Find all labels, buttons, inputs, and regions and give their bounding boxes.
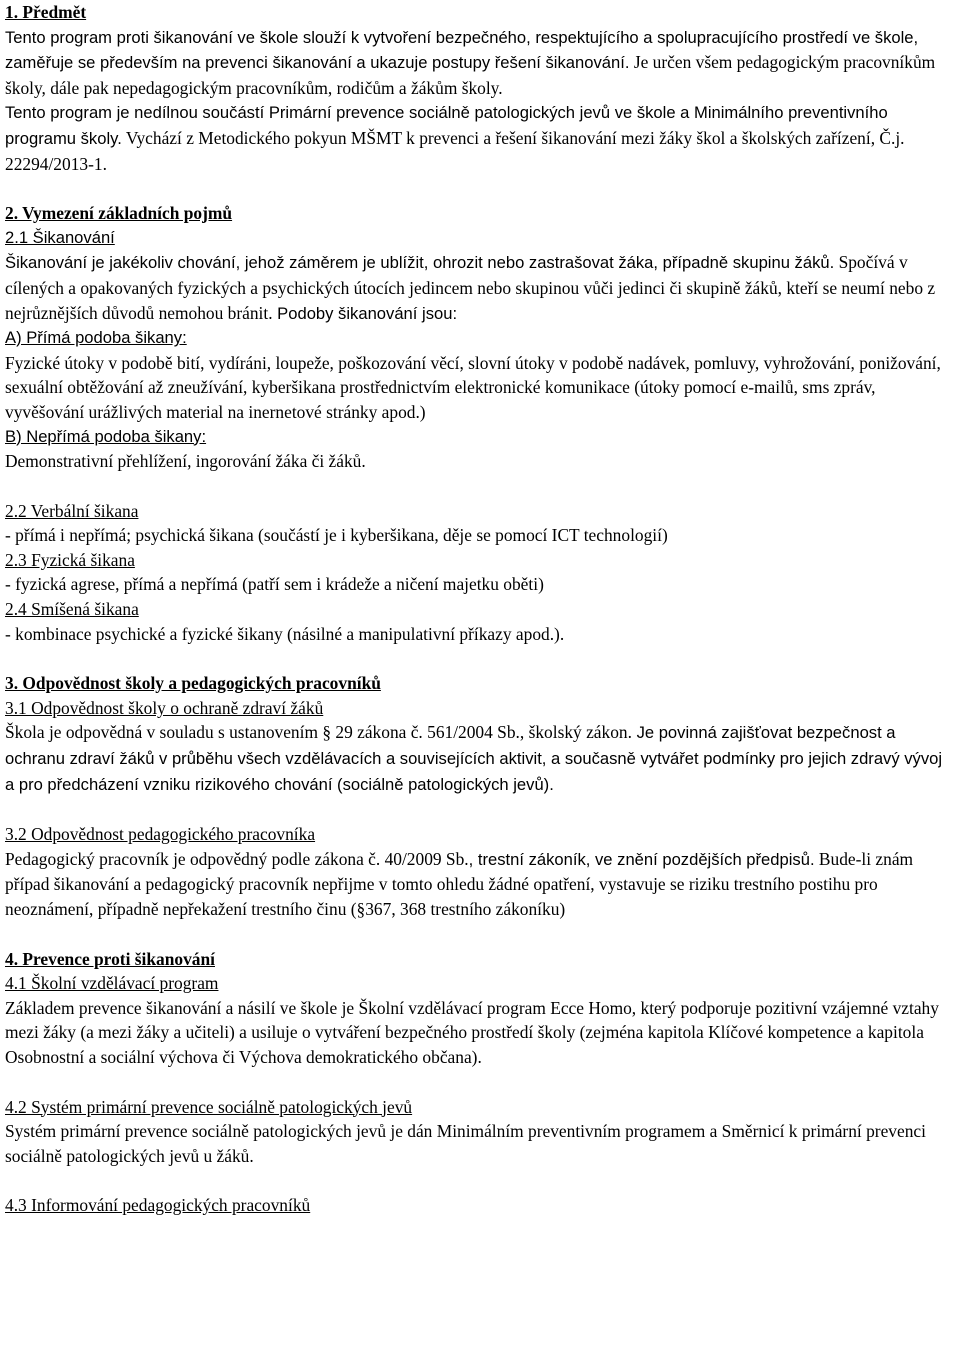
section-1-paragraph-1: Tento program proti šikanování ve škole slouží k vytvoření bezpečného, respektujícího a spolupracujícího prostředí ve škole, zaměřuje se především na prevenci šikanování a ukazuje postupy řešení šikanování. Je určen všem pedagogickým pracovníkům školy, dále pak nepedagogickým pracovníkům, rodičům a žákům školy. <box>5 27 936 98</box>
section-1-heading: 1. Předmět <box>5 2 87 22</box>
subsection-4-3-title: 4.3 Informování pedagogických pracovníků <box>5 1195 311 1216</box>
section-4-heading: 4. Prevence proti šikanování <box>5 948 215 969</box>
subsection-3-1-paragraph: Škola je odpovědná v souladu s ustanovením § 29 zákona č. 561/2004 Sb., školský zákon. Je povinná zajišťovat bezpečnost a ochranu zdraví žáků v průběhu všech vzdělávacích a souvisejících aktivit, a současně vytvářet podmínky pro jejich zdravý vývoj a pro předcházení vzniku rizikového chování (sociálně patologických jevů). <box>5 722 943 794</box>
subsection-4-2-title: 4.2 Systém primární prevence sociálně patologických jevů <box>5 1096 413 1117</box>
subsection-2-2-text: - přímá i nepřímá; psychická šikana (součástí je i kyberšikana, děje se pomocí ICT technologií) <box>5 525 668 546</box>
subsection-2-2-title: 2.2 Verbální šikana <box>5 500 139 521</box>
subsection-4-2-paragraph: Systém primární prevence sociálně patologických jevů je dán Minimálním preventivním programem a Směrnicí k primární prevenci sociálně patologických jevů u žáků. <box>5 1121 926 1166</box>
subsection-2-3-title: 2.3 Fyzická šikana <box>5 549 135 570</box>
subsection-3-2-title: 3.2 Odpovědnost pedagogického pracovníka <box>5 824 316 845</box>
subsection-2-1-title: 2.1 Šikanování <box>5 227 115 247</box>
subsection-3-1-title: 3.1 Odpovědnost školy o ochraně zdraví žáků <box>5 697 324 718</box>
section-3-heading: 3. Odpovědnost školy a pedagogických pracovníků <box>5 673 381 694</box>
subsection-2-3-text: - fyzická agrese, přímá a nepřímá (patří sem i krádeže a ničení majetku oběti) <box>5 574 544 595</box>
subsection-2-4-text: - kombinace psychické a fyzické šikany (násilné a manipulativní příkazy apod.). <box>5 623 565 644</box>
direct-bullying-text: Fyzické útoky v podobě bití, vydíráni, loupeže, poškozování věcí, slovní útoky v podobě nadávek, pomluvy, vyhrožování, ponižování, sexuální obtěžování až zneužívání, kyberšikana prostřednictvím elektronické komunikace (útoky pomocí e-mailů, sms zpráv, vyvěšování urážlivých material na inernetové stránky apod.) <box>5 352 941 422</box>
indirect-bullying-title: B) Nepřímá podoba šikany: <box>5 426 207 446</box>
section-2-heading: 2. Vymezení základních pojmů <box>5 203 233 224</box>
section-1-paragraph-2: Tento program je nedílnou součástí Primární prevence sociálně patologických jevů ve škole a Minimálního preventivního programu školy. Vychází z Metodického pokyun MŠMT k prevenci a řešení šikanování mezi žáky škol a školských zařízení, Č.j. 22294/2013-1. <box>5 103 905 174</box>
subsection-4-1-paragraph: Základem prevence šikanování a násilí ve škole je Školní vzdělávací program Ecce Homo, který podporuje pozitivní vzájemné vztahy mezi žáky (a mezi žáky a učiteli) a usiluje o vytváření bezpečného prostředí školy (zejména kapitola Klíčové kompetence a kapitola Osobnostní a sociální výchova či Výchova demokratického občana). <box>5 997 939 1067</box>
subsection-2-1-paragraph: Šikanování je jakékoliv chování, jehož záměrem je ublížit, ohrozit nebo zastrašovat žáka, případně skupinu žáků. Spočívá v cílených a opakovaných fyzických a psychických útocích jedincem nebo skupinou vůči jedinci či skupině žáků, kteří se neumí nebo z nejrůznějších důvodů nemohou bránit. Podoby šikanování jsou: <box>5 252 936 323</box>
subsection-4-1-title: 4.1 Školní vzdělávací program <box>5 973 219 994</box>
subsection-3-2-paragraph: Pedagogický pracovník je odpovědný podle zákona č. 40/2009 Sb., trestní zákoník, ve znění pozdějších předpisů. Bude-li znám případ šikanování a pedagogický pracovník nepřijme v tomto ohledu žádné opatření, vystavuje se riziku trestního postihu pro neoznámení, případně nepřekažení trestního činu (§367, 368 trestního zákoníku) <box>5 848 914 919</box>
direct-bullying-title: A) Přímá podoba šikany: <box>5 328 187 348</box>
subsection-2-4-title: 2.4 Smíšená šikana <box>5 599 139 620</box>
indirect-bullying-text: Demonstrativní přehlížení, ingorování žáka či žáků. <box>5 451 366 472</box>
